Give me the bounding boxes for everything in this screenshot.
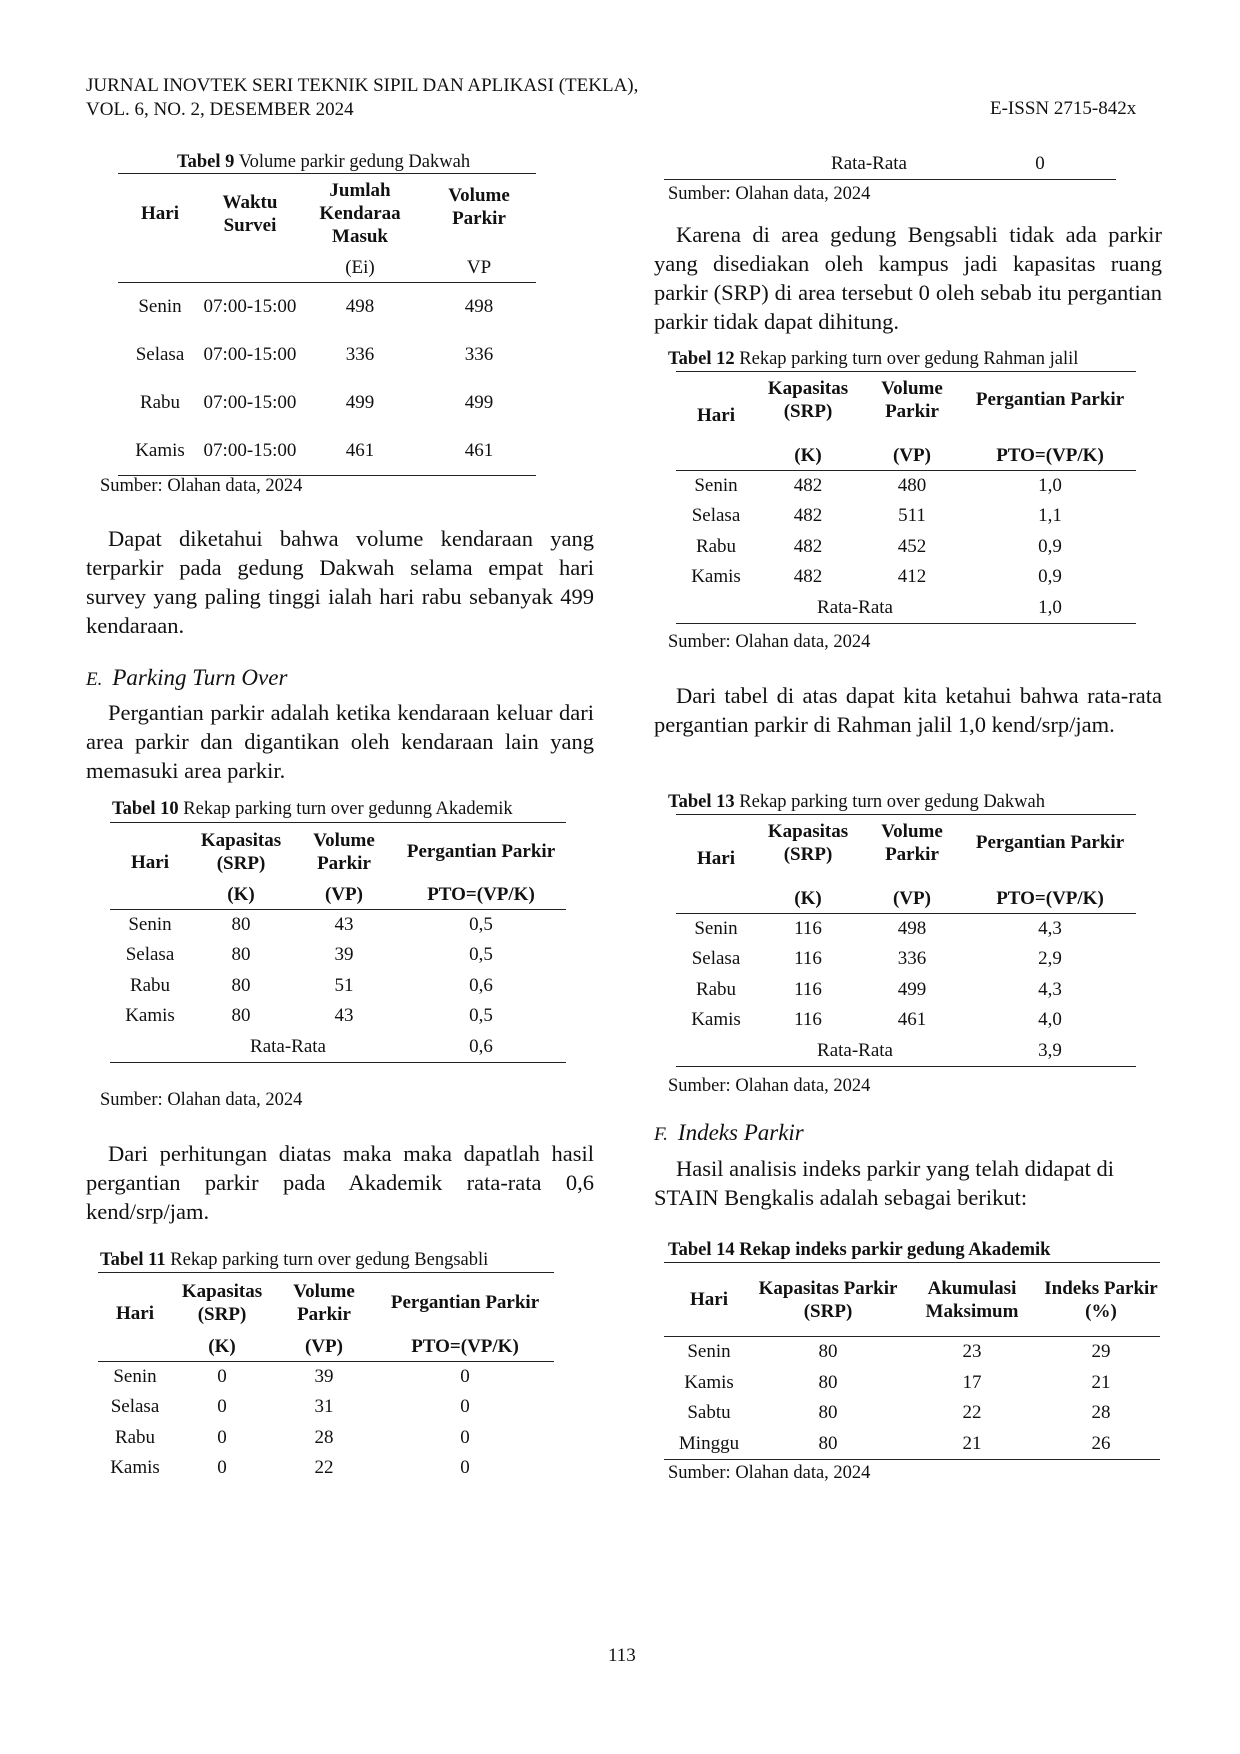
table-row [664, 1368, 1160, 1399]
table14-header-kapasitas: Kapasitas Parkir (SRP) [758, 1277, 898, 1322]
table9-cell: Rabu [139, 391, 181, 413]
table14-cell: 80 [818, 1341, 838, 1363]
table14-cell: 29 [1091, 1341, 1111, 1363]
table10-header-pergantian: Pergantian Parkir [406, 841, 556, 863]
table13-caption: Tabel 13 Rekap parking turn over gedung Dakwah [668, 792, 1045, 812]
table14-cell: Senin [687, 1341, 731, 1363]
table13-cell: 116 [794, 978, 822, 1000]
table12-cell: Kamis [691, 566, 741, 588]
paragraph: Dapat diketahui bahwa volume kendaraan yang terparkir pada gedung Dakwah selama empat hari survey yang paling tinggi ialah hari rabu sebanyak 499 kendaraan. [86, 526, 594, 638]
table13-header-volume: Volume Parkir [881, 820, 943, 865]
table11-header-volume: Volume Parkir [293, 1280, 355, 1325]
table11-cell: 0 [460, 1457, 470, 1479]
table12-header-pergantian: Pergantian Parkir [975, 389, 1125, 411]
table9-cell: 498 [464, 295, 494, 317]
table-average-row [676, 1036, 1136, 1067]
table11-cell: 31 [314, 1396, 334, 1418]
table9-unit: VP [466, 256, 492, 278]
table14-cell: Sabtu [687, 1402, 731, 1424]
table9-header-hari: Hari [141, 203, 179, 225]
table14-cell: Minggu [678, 1432, 740, 1454]
table14-cell: 80 [818, 1432, 838, 1454]
table11-cell: 0 [217, 1457, 227, 1479]
table-row [98, 1361, 554, 1392]
table12-header-kapasitas: Kapasitas (SRP) [767, 377, 849, 422]
table14-header-hari: Hari [690, 1289, 728, 1310]
paragraph: Hasil analisis indeks parkir yang telah didapat di STAIN Bengkalis adalah sebagai berikut: [654, 1156, 1115, 1210]
table-row [676, 562, 1136, 593]
table10-header-kapasitas: Kapasitas (SRP) [200, 829, 282, 874]
table12-unit: (VP) [893, 444, 931, 466]
table9-cell: 07:00-15:00 [203, 439, 297, 461]
table9-cell: 461 [345, 439, 375, 461]
table-row [676, 1005, 1136, 1036]
table10-caption: Tabel 10 Rekap parking turn over gedunng Akademik [112, 799, 513, 819]
average-value: 0,6 [469, 1035, 493, 1057]
table11-cell: 0 [217, 1426, 227, 1448]
page-number: 113 [608, 1645, 636, 1666]
table13-cell: 4,3 [1038, 978, 1062, 1000]
table13-cell: Selasa [691, 948, 741, 970]
table13 [676, 814, 1136, 1067]
table-row [664, 1398, 1160, 1429]
table14-source: Sumber: Olahan data, 2024 [668, 1463, 871, 1483]
table12-cell: Rabu [695, 535, 737, 557]
table10 [110, 822, 566, 1063]
table11-cell: 22 [314, 1457, 334, 1479]
table-row [676, 532, 1136, 563]
table13-header-pergantian: Pergantian Parkir [975, 832, 1125, 854]
table11-cell: 0 [460, 1396, 470, 1418]
table9-cell: Senin [138, 295, 182, 317]
table11 [98, 1272, 554, 1484]
table-row [676, 470, 1136, 501]
average-label: Rata-Rata [817, 596, 893, 618]
table12-cell: Senin [694, 474, 738, 496]
table12-cell: 412 [897, 566, 927, 588]
table14-cell: 21 [962, 1432, 982, 1454]
paragraph: Karena di area gedung Bengsabli tidak ada parkir yang disediakan oleh kampus jadi kapasitas ruang parkir (SRP) di area tersebut 0 oleh sebab itu pergantian parkir tidak dapat dihitung. [654, 222, 1162, 334]
table14-caption: Tabel 14 Rekap indeks parkir gedung Akademik [668, 1240, 1051, 1260]
table13-cell: 116 [794, 1009, 822, 1031]
table11-cell: Kamis [110, 1457, 160, 1479]
table-row [664, 1337, 1160, 1368]
table9-caption: Tabel 9 Volume parkir gedung Dakwah [177, 152, 471, 172]
table12-cell: Selasa [691, 505, 741, 527]
table10-cell: 43 [334, 913, 354, 935]
table10-cell: Rabu [129, 974, 171, 996]
table-row [118, 427, 536, 476]
table12-unit [676, 442, 756, 471]
table9-cell: 499 [345, 391, 375, 413]
table12-header-hari: Hari [697, 405, 735, 427]
table-row [110, 971, 566, 1002]
table10-cell: 0,5 [469, 913, 493, 935]
table13-cell: 116 [794, 917, 822, 939]
table14-cell: 26 [1091, 1432, 1111, 1454]
table13-cell: Kamis [691, 1009, 741, 1031]
table-row [118, 379, 536, 427]
table14-cell: 28 [1091, 1402, 1111, 1424]
table11-cell: 28 [314, 1426, 334, 1448]
table13-cell: 4,3 [1038, 917, 1062, 939]
table13-unit: PTO=(VP/K) [996, 887, 1104, 909]
table13-unit [676, 885, 756, 914]
table9-unit [202, 254, 298, 283]
table12-cell: 1,0 [1038, 474, 1062, 496]
table10-header-hari: Hari [131, 852, 169, 874]
table-row [664, 1429, 1160, 1460]
table11-cell: Rabu [114, 1426, 156, 1448]
table10-cell: Kamis [125, 1005, 175, 1027]
table10-cell: 80 [231, 974, 251, 996]
table11-header-kapasitas: Kapasitas (SRP) [181, 1280, 263, 1325]
table11-caption: Tabel 11 Rekap parking turn over gedung Bengsabli [100, 1250, 489, 1270]
average-value: 0 [1035, 152, 1045, 174]
table11-header-pergantian: Pergantian Parkir [390, 1292, 540, 1314]
table12-cell: 482 [793, 535, 823, 557]
table10-source: Sumber: Olahan data, 2024 [100, 1090, 303, 1110]
table14-cell: 22 [962, 1402, 982, 1424]
table12-caption: Tabel 12 Rekap parking turn over gedung Rahman jalil [668, 349, 1079, 369]
table-row [118, 282, 536, 331]
table11-cell: 39 [314, 1365, 334, 1387]
table12-cell: 0,9 [1038, 566, 1062, 588]
table11-cell: Selasa [110, 1396, 160, 1418]
table13-header-kapasitas: Kapasitas (SRP) [767, 820, 849, 865]
table11-cell: 0 [217, 1365, 227, 1387]
journal-title: JURNAL INOVTEK SERI TEKNIK SIPIL DAN APLIKASI (TEKLA), [86, 75, 639, 96]
table12-cell: 511 [898, 505, 926, 527]
table9-cell: 07:00-15:00 [203, 391, 297, 413]
table9-cell: Kamis [135, 439, 185, 461]
table9-cell: 336 [464, 343, 494, 365]
table-row [98, 1392, 554, 1423]
section-heading-e: E. Parking Turn Over [86, 665, 288, 690]
table12-cell: 452 [897, 535, 927, 557]
paragraph: Dari tabel di atas dapat kita ketahui bahwa rata-rata pergantian parkir di Rahman jalil 1,0 kend/srp/jam. [654, 683, 1162, 737]
table10-unit [110, 881, 190, 910]
table-row [110, 940, 566, 971]
table13-source: Sumber: Olahan data, 2024 [668, 1076, 871, 1096]
table9-unit: (Ei) [345, 256, 375, 278]
table11-header-hari: Hari [116, 1303, 154, 1325]
table11-unit: (VP) [305, 1335, 343, 1357]
table10-cell: 0,5 [469, 944, 493, 966]
table13-cell: 336 [897, 948, 927, 970]
table12-unit: PTO=(VP/K) [996, 444, 1104, 466]
table9-source: Sumber: Olahan data, 2024 [100, 476, 303, 496]
table9-header-volume: Volume Parkir [448, 184, 510, 229]
journal-header [86, 74, 638, 122]
table14-cell: 80 [818, 1371, 838, 1393]
average-value: 3,9 [1038, 1039, 1062, 1061]
table-row [676, 975, 1136, 1006]
table10-cell: Selasa [125, 944, 175, 966]
table-row [676, 944, 1136, 975]
table14-header-indeks: Indeks Parkir (%) [1044, 1277, 1158, 1322]
table12-cell: 1,1 [1038, 505, 1062, 527]
table10-unit: PTO=(VP/K) [427, 883, 535, 905]
table11-source: Sumber: Olahan data, 2024 [668, 184, 871, 204]
table13-unit: (K) [794, 887, 822, 909]
table9-cell: 07:00-15:00 [203, 295, 297, 317]
table9-cell: 336 [345, 343, 375, 365]
table14-cell: 17 [962, 1371, 982, 1393]
table11-unit: PTO=(VP/K) [411, 1335, 519, 1357]
table13-cell: 2,9 [1038, 948, 1062, 970]
table13-header-hari: Hari [697, 848, 735, 870]
table13-cell: 461 [897, 1009, 927, 1031]
average-label: Rata-Rata [817, 1039, 893, 1061]
issn: E-ISSN 2715-842x [990, 98, 1137, 119]
table12-cell: 482 [793, 505, 823, 527]
table10-unit: (K) [227, 883, 255, 905]
table13-cell: Senin [694, 917, 738, 939]
table10-cell: 0,6 [469, 974, 493, 996]
table13-cell: 498 [897, 917, 927, 939]
table13-cell: 4,0 [1038, 1009, 1062, 1031]
table10-cell: 51 [334, 974, 354, 996]
table9-cell: 461 [464, 439, 494, 461]
table9-cell: 499 [464, 391, 494, 413]
average-value: 1,0 [1038, 596, 1062, 618]
table10-cell: 80 [231, 913, 251, 935]
table12-cell: 0,9 [1038, 535, 1062, 557]
table-average-row [664, 149, 1116, 179]
table13-cell: 499 [897, 978, 927, 1000]
table12-cell: 482 [793, 566, 823, 588]
table11-cell: 0 [460, 1365, 470, 1387]
paragraph: Dari perhitungan diatas maka maka dapatlah hasil pergantian parkir pada Akademik rata-rata 0,6 kend/srp/jam. [86, 1141, 594, 1224]
table14-cell: 23 [962, 1341, 982, 1363]
table11-unit: (K) [208, 1335, 236, 1357]
table13-unit: (VP) [893, 887, 931, 909]
table-row [676, 501, 1136, 532]
table14-cell: 21 [1091, 1371, 1111, 1393]
table14-cell: Kamis [684, 1371, 734, 1393]
table-row [98, 1453, 554, 1484]
table12-cell: 482 [793, 474, 823, 496]
table10-cell: Senin [128, 913, 172, 935]
table9 [118, 173, 536, 476]
table-average-row [110, 1032, 566, 1063]
table11-cell: 0 [217, 1396, 227, 1418]
journal-volume: VOL. 6, NO. 2, DESEMBER 2024 [86, 99, 354, 120]
table13-cell: Rabu [695, 978, 737, 1000]
table10-unit: (VP) [325, 883, 363, 905]
table12 [676, 371, 1136, 624]
table-row [110, 909, 566, 940]
paragraph: Pergantian parkir adalah ketika kendaraan keluar dari area parkir dan digantikan oleh kendaraan lain yang memasuki area parkir. [86, 700, 594, 783]
table11-continued [664, 149, 1116, 180]
table10-cell: 0,5 [469, 1005, 493, 1027]
table9-header-waktu: Waktu Survei [222, 191, 278, 236]
table9-cell: Selasa [135, 343, 185, 365]
table14-cell: 80 [818, 1402, 838, 1424]
table-row [676, 913, 1136, 944]
table10-cell: 39 [334, 944, 354, 966]
table11-unit [98, 1333, 172, 1362]
table9-header-jumlah: Jumlah Kendaraa Masuk [319, 180, 401, 248]
table12-unit: (K) [794, 444, 822, 466]
table12-cell: 480 [897, 474, 927, 496]
average-label: Rata-Rata [831, 152, 907, 174]
table-row [98, 1423, 554, 1454]
table9-cell: 07:00-15:00 [203, 343, 297, 365]
table-row [118, 331, 536, 379]
table11-cell: Senin [113, 1365, 157, 1387]
section-heading-f: F. Indeks Parkir [654, 1120, 804, 1145]
table10-cell: 80 [231, 944, 251, 966]
table14-header-akumulasi: Akumulasi Maksimum [925, 1277, 1019, 1322]
table9-cell: 498 [345, 295, 375, 317]
table14 [664, 1262, 1160, 1460]
average-label: Rata-Rata [250, 1035, 326, 1057]
table13-cell: 116 [794, 948, 822, 970]
table12-source: Sumber: Olahan data, 2024 [668, 632, 871, 652]
table10-header-volume: Volume Parkir [313, 829, 375, 874]
table11-cell: 0 [460, 1426, 470, 1448]
table12-header-volume: Volume Parkir [881, 377, 943, 422]
table10-cell: 80 [231, 1005, 251, 1027]
table10-cell: 43 [334, 1005, 354, 1027]
table9-unit [118, 254, 202, 283]
table-average-row [676, 593, 1136, 624]
table-row [110, 1001, 566, 1032]
